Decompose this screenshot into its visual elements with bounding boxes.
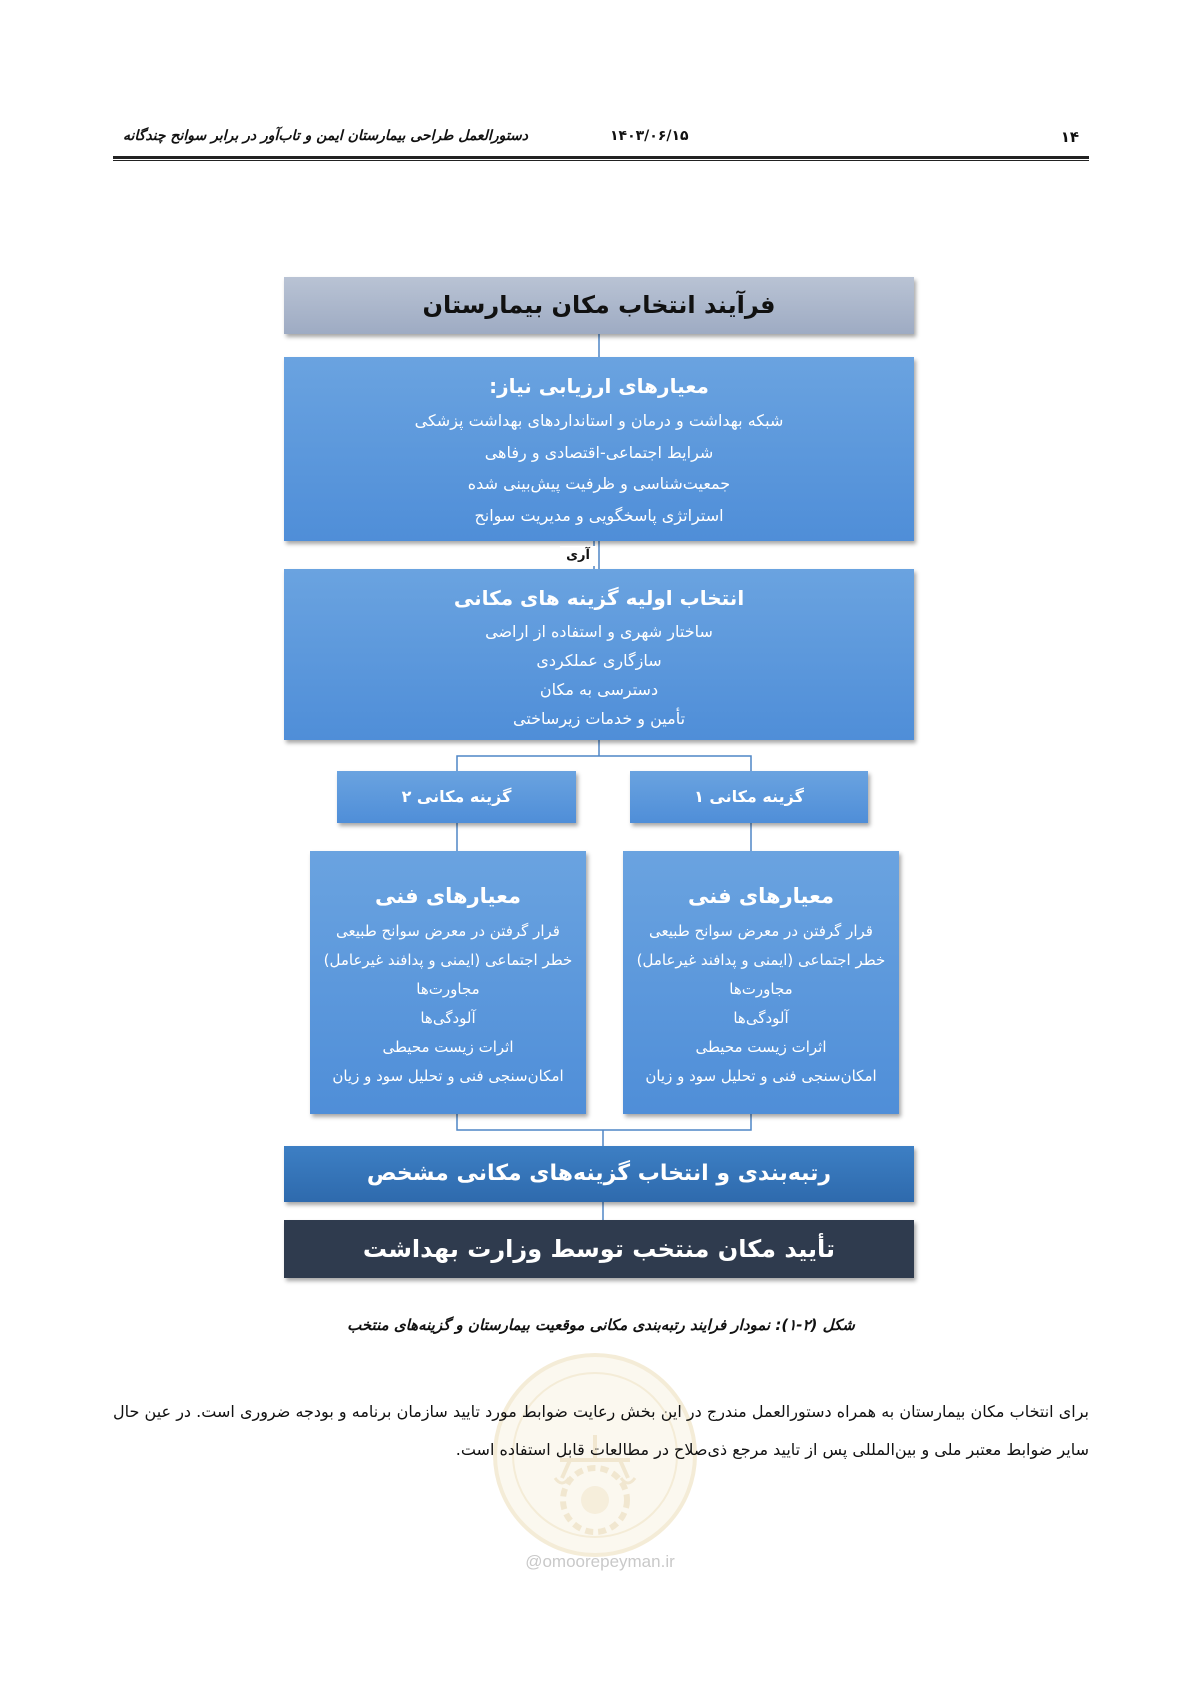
yes-label: آری	[560, 546, 596, 566]
connector-tech-join	[457, 1114, 751, 1130]
technical-criteria-item: اثرات زیست محیطی	[695, 1038, 827, 1056]
connector-initial-options	[457, 756, 751, 771]
needs-criteria-item: جمعیت‌شناسی و ظرفیت پیش‌بینی شده	[467, 474, 731, 493]
technical-criteria-item: امکان‌سنجی فنی و تحلیل سود و زیان	[332, 1067, 564, 1085]
technical-criteria-1-heading: معیارهای فنی	[688, 884, 834, 908]
technical-criteria-item: خطر اجتماعی (ایمنی و پدافند غیرعامل)	[323, 951, 573, 969]
initial-selection-heading: انتخاب اولیه گزینه های مکانی	[453, 586, 745, 610]
header-date: ۱۴۰۳/۰۶/۱۵	[610, 128, 689, 144]
needs-criteria-item: شبکه بهداشت و درمان و استانداردهای بهداشت پزشکی	[414, 411, 784, 430]
technical-criteria-item: قرار گرفتن در معرض سوانح طبیعی	[336, 922, 560, 940]
flowchart-title-box: فرآیند انتخاب مکان بیمارستان	[284, 277, 914, 334]
technical-criteria-item: امکان‌سنجی فنی و تحلیل سود و زیان	[645, 1067, 877, 1085]
initial-selection-item: ساختار شهری و استفاده از اراضی	[485, 622, 713, 641]
initial-selection-item: سازگاری عملکردی	[536, 651, 662, 670]
page-number: ۱۴	[1060, 128, 1079, 146]
technical-criteria-item: قرار گرفتن در معرض سوانح طبیعی	[649, 922, 873, 940]
watermark-handle: @omoorepeyman.ir	[525, 1552, 675, 1571]
technical-criteria-item: خطر اجتماعی (ایمنی و پدافند غیرعامل)	[636, 951, 886, 969]
option-2-box: گزینه مکانی ۲	[337, 771, 576, 823]
technical-criteria-item: مجاورت‌ها	[729, 980, 793, 998]
technical-criteria-1-box	[623, 851, 899, 1114]
option-1-box: گزینه مکانی ۱	[630, 771, 868, 823]
technical-criteria-item: آلودگی‌ها	[733, 1009, 789, 1027]
ranking-box: رتبه‌بندی و انتخاب گزینه‌های مکانی مشخص	[284, 1146, 914, 1202]
needs-criteria-item: استراتژی پاسخگویی و مدیریت سوانح	[474, 505, 724, 525]
needs-criteria-box	[284, 357, 914, 541]
technical-criteria-item: اثرات زیست محیطی	[382, 1038, 514, 1056]
initial-selection-item: تأمین و خدمات زیرساختی	[512, 709, 686, 728]
needs-criteria-heading: معیارهای ارزیابی نیاز:	[489, 374, 709, 398]
header-title: دستورالعمل طراحی بیمارستان ایمن و تاب‌آور در برابر سوانح چندگانه	[123, 128, 529, 144]
technical-criteria-item: آلودگی‌ها	[420, 1009, 476, 1027]
approval-box: تأیید مکان منتخب توسط وزارت بهداشت	[284, 1220, 914, 1278]
technical-criteria-item: مجاورت‌ها	[416, 980, 480, 998]
initial-selection-item: دسترسی به مکان	[539, 680, 659, 699]
body-paragraph: برای انتخاب مکان بیمارستان به همراه دستورالعمل مندرج در این بخش رعایت ضوابط مورد تایید سازمان برنامه و بودجه ضروری است. در عین حال سایر ضوابط معتبر ملی و بین‌المللی پس از تایید مرجع ذی‌صلاح در مطالعات قابل استفاده است.	[113, 1402, 1089, 1459]
technical-criteria-2-box	[310, 851, 586, 1114]
initial-selection-box	[284, 569, 914, 740]
technical-criteria-2-heading: معیارهای فنی	[375, 884, 521, 908]
figure-caption: شکل (۲-۱): نمودار فرایند رتبه‌بندی مکانی موقعیت بیمارستان و گزینه‌های منتخب	[347, 1316, 855, 1334]
needs-criteria-item: شرایط اجتماعی-اقتصادی و رفاهی	[484, 442, 714, 462]
